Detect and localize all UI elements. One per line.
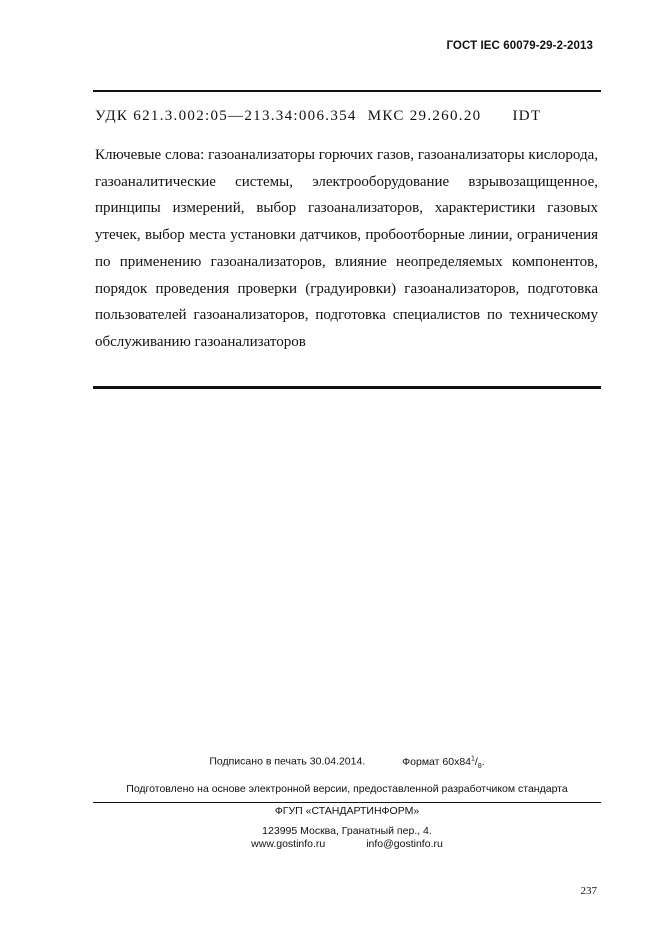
imprint-divider (93, 802, 601, 803)
idt-mark: IDT (512, 108, 542, 124)
keywords-paragraph: Ключевые слова: газоанализаторы горючих газов, газоанализаторы кислорода, газоаналитические системы, электрооборудование взрывозащищенное, принципы измерений, выбор газоанализаторов, характеристики газовых утечек, выбор места установки датчиков, пробоотборные линии, ограничения по применению газоанализаторов, влияние неопределяемых компонентов, порядок проведения проверки (градуировки) газоанализаторов, подготовка пользователей газоанализаторов, подготовка специалистов по техническому обслуживанию газоанализаторов (95, 147, 598, 350)
top-divider (93, 90, 601, 92)
bottom-divider (93, 386, 601, 389)
publisher-name: ФГУП «СТАНДАРТИНФОРМ» (274, 805, 420, 817)
publisher-contacts (93, 838, 601, 850)
signed-date: Подписано в печать 30.04.2014. (209, 755, 366, 768)
prepared-note: Подготовлено на основе электронной версии, предоставленной разработчиком стандарта (126, 783, 568, 795)
paper-format: Формат $60x84^1/_8$. (402, 755, 485, 770)
signed-info (93, 755, 601, 770)
page-number: 237 (580, 885, 597, 897)
website-link[interactable]: www.gostinfo.ru (251, 838, 326, 850)
mks-code: МКС 29.260.20 (367, 108, 482, 124)
udk-code: УДК 621.3.002:05—213.34:006.354 (95, 108, 357, 124)
classification-line (95, 108, 601, 125)
email-link[interactable]: info@gostinfo.ru (366, 838, 443, 850)
standard-code-header: ГОСТ IEC 60079-29-2-2013 (446, 40, 593, 52)
publisher-address: 123995 Москва, Гранатный пер., 4. (262, 825, 432, 837)
